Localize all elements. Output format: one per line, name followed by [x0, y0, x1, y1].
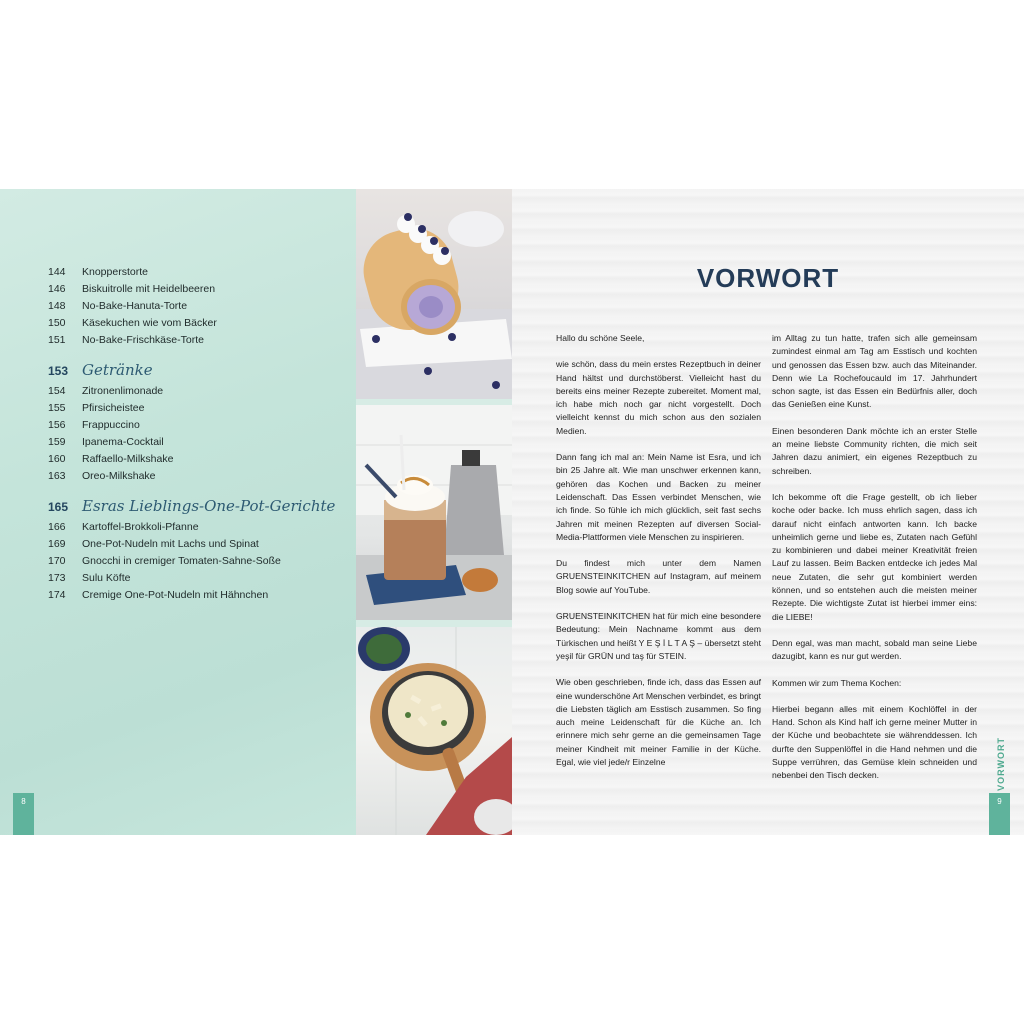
- toc-page-number: 166: [48, 521, 66, 533]
- toc-page-number: 154: [48, 385, 66, 397]
- toc-entry: [48, 434, 348, 451]
- photo-biskuitrolle: [356, 189, 512, 399]
- left-page: [0, 189, 356, 835]
- toc-page-number: 174: [48, 589, 66, 601]
- toc-entry: [48, 468, 348, 485]
- toc-page-number: 160: [48, 453, 66, 465]
- toc-entry-title: Biskuitrolle mit Heidelbeeren: [82, 283, 216, 295]
- toc-section-heading-drinks: [48, 361, 348, 379]
- paragraph: Denn egal, was man macht, sobald man seine Liebe dazugibt, kann es nur gut werden.: [772, 637, 977, 662]
- toc-page-number: 169: [48, 538, 66, 550]
- toc-entry-title: No-Bake-Frischkäse-Torte: [82, 334, 204, 346]
- toc-entry: [48, 281, 348, 298]
- toc-entry-title: Gnocchi in cremiger Tomaten-Sahne-Soße: [82, 555, 281, 567]
- text-column-2: [772, 332, 977, 796]
- toc-page-number: 170: [48, 555, 66, 567]
- paragraph: Ich bekomme oft die Frage gestellt, ob ich lieber koche oder backe. Ich muss ehrlich sagen, dass ich darauf nicht einfach antworten kann. Ich backe unheimlich gerne und liebe es, Zutaten nach Gefühl zu kombinieren und dabei meiner Kreativität freien Lauf zu lassen. Beim Backen entdecke ich jedes Mal neue Zutaten, die sehr gut kombiniert werden können, und so entstehen auch die meisten meiner Rezepte. Die wichtigste Zutat ist hierbei immer eins: die LIEBE!: [772, 491, 977, 622]
- toc-entry: [48, 400, 348, 417]
- toc-entry: [48, 570, 348, 587]
- toc-entry: [48, 451, 348, 468]
- toc-entry-title: Cremige One-Pot-Nudeln mit Hähnchen: [82, 589, 269, 601]
- photo-one-pot-pasta: [356, 627, 512, 835]
- toc-entry: [48, 519, 348, 536]
- toc-entry-title: Sulu Köfte: [82, 572, 131, 584]
- toc-page-number: 144: [48, 266, 66, 278]
- toc-page-number: 159: [48, 436, 66, 448]
- page-number-tab-left: 8: [13, 793, 34, 835]
- toc-section-number: 153: [48, 364, 69, 378]
- paragraph: Hierbei begann alles mit einem Kochlöffel in der Hand. Schon als Kind half ich gerne meiner Mutter in der Küche und beobachtete sie währenddessen. Ich durfte den Suppenlöffel in die Hand nehmen und die Suppe verrühren, das Gemüse klein schneiden und nebenbei den Tisch decken.: [772, 703, 977, 781]
- toc-page-number: 151: [48, 334, 66, 346]
- photo-column: [356, 189, 512, 835]
- toc-entry: [48, 315, 348, 332]
- toc-entry: [48, 553, 348, 570]
- toc-entry-title: Knopperstorte: [82, 266, 148, 278]
- toc-entry-title: One-Pot-Nudeln mit Lachs und Spinat: [82, 538, 259, 550]
- toc-page-number: 163: [48, 470, 66, 482]
- toc-entry-title: Käsekuchen wie vom Bäcker: [82, 317, 217, 329]
- paragraph: Einen besonderen Dank möchte ich an erster Stelle an meine liebste Community richten, die mich seit Jahren dazu animiert, ein eigenes Rezeptbuch zu schreiben.: [772, 425, 977, 476]
- toc-section-title: Esras Lieblings-One-Pot-Gerichte: [82, 497, 336, 515]
- toc-entry-title: Pfirsicheistee: [82, 402, 145, 414]
- right-page: [512, 189, 1024, 835]
- toc-entry-title: Kartoffel-Brokkoli-Pfanne: [82, 521, 199, 533]
- toc-page-number: 146: [48, 283, 66, 295]
- toc-entry-title: Zitronenlimonade: [82, 385, 164, 397]
- toc-entry: [48, 383, 348, 400]
- toc-section-heading-onepot: [48, 497, 348, 515]
- paragraph: Kommen wir zum Thema Kochen:: [772, 677, 902, 688]
- paragraph: GRUENSTEINKITCHEN hat für mich eine besondere Bedeutung: Mein Nachname kommt aus dem Türkischen und heißt Y E Ş İ L T A Ş – übersetzt steht yeşil für GRÜN und taş für STEIN.: [556, 611, 761, 661]
- chapter-side-label: VORWORT: [996, 737, 1006, 791]
- toc-entry-title: Frappuccino: [82, 419, 140, 431]
- page-number-tab-right: 9: [989, 793, 1010, 835]
- toc-list-drinks: [48, 383, 348, 485]
- photo-frappuccino: [356, 405, 512, 620]
- toc-entry: [48, 536, 348, 553]
- paragraph: wie schön, dass du mein erstes Rezeptbuch in deiner Hand hältst und durchstöberst. Vielleicht hast du bereits eins meiner Rezepte zubereitet. Moment mal, ich habe mich noch gar nicht vorgestellt. Doch vielleicht kennst du mich schon aus den sozialen Medien.: [556, 359, 761, 436]
- toc-page-number: 173: [48, 572, 66, 584]
- toc-entry-title: Ipanema-Cocktail: [82, 436, 164, 448]
- toc-entry: [48, 298, 348, 315]
- toc-entry-title: No-Bake-Hanuta-Torte: [82, 300, 188, 312]
- paragraph: Hallo du schöne Seele,: [556, 333, 645, 343]
- toc-page-number: 156: [48, 419, 66, 431]
- toc-page-number: 148: [48, 300, 66, 312]
- toc-entry: [48, 332, 348, 349]
- paragraph: Dann fang ich mal an: Mein Name ist Esra, und ich bin 25 Jahre alt. Wie man unschwer erkennen kann, gehören das Kochen und Backen zu meiner Leidenschaft. Das Essen verbindet Menschen, wie ich finde. So fühle ich mich glücklich, seit fast sechs Jahren mit meinen Rezepten auf diversen Social-Media-Plattformen viele Menschen zu inspirieren.: [556, 452, 761, 542]
- book-spread: [0, 189, 1024, 835]
- biskuitrolle-illustration: [356, 189, 512, 399]
- toc-entry: [48, 417, 348, 434]
- toc-page-number: 155: [48, 402, 66, 414]
- page-title: VORWORT: [696, 263, 840, 293]
- toc-entry-title: Raffaello-Milkshake: [82, 453, 174, 465]
- table-of-contents: [48, 264, 348, 604]
- toc-section-title: Getränke: [82, 361, 153, 379]
- toc-entry: [48, 587, 348, 604]
- one-pot-pasta-illustration: [356, 627, 512, 835]
- frappuccino-illustration: [356, 405, 512, 620]
- toc-entry: [48, 264, 348, 281]
- paragraph: Du findest mich unter dem Namen GRUENSTEINKITCHEN auf Instagram, auf meinem Blog sowie auf YouTube.: [556, 558, 761, 595]
- paragraph: Wie oben geschrieben, finde ich, dass das Essen auf eine wunderschöne Art Menschen verbindet, es bringt die Liebsten täglich am Esstisch zusammen. So fing auch meine Leidenschaft für die Küche an. Ich erinnere mich sehr gerne an die gemeinsamen Tage meiner Kindheit mit meiner Familie in der Küche. Egal, wie viel jede/r Einzelne: [556, 677, 761, 768]
- toc-section-number: 165: [48, 500, 69, 514]
- toc-list-onepot: [48, 519, 348, 604]
- toc-page-number: 150: [48, 317, 66, 329]
- toc-entry-title: Oreo-Milkshake: [82, 470, 156, 482]
- toc-list-baking: [48, 264, 348, 349]
- text-column-1: [556, 332, 761, 782]
- paragraph: im Alltag zu tun hatte, trafen sich alle gemeinsam zumindest einmal am Tag am Esstisch und kochten und genossen das Essen bzw. auch das Miteinander. Denn wie La Rochefoucauld im 17. Jahrhundert schon sagte, ist das Essen ein Bedürfnis aller, doch das Genießen eine Kunst.: [772, 333, 977, 410]
